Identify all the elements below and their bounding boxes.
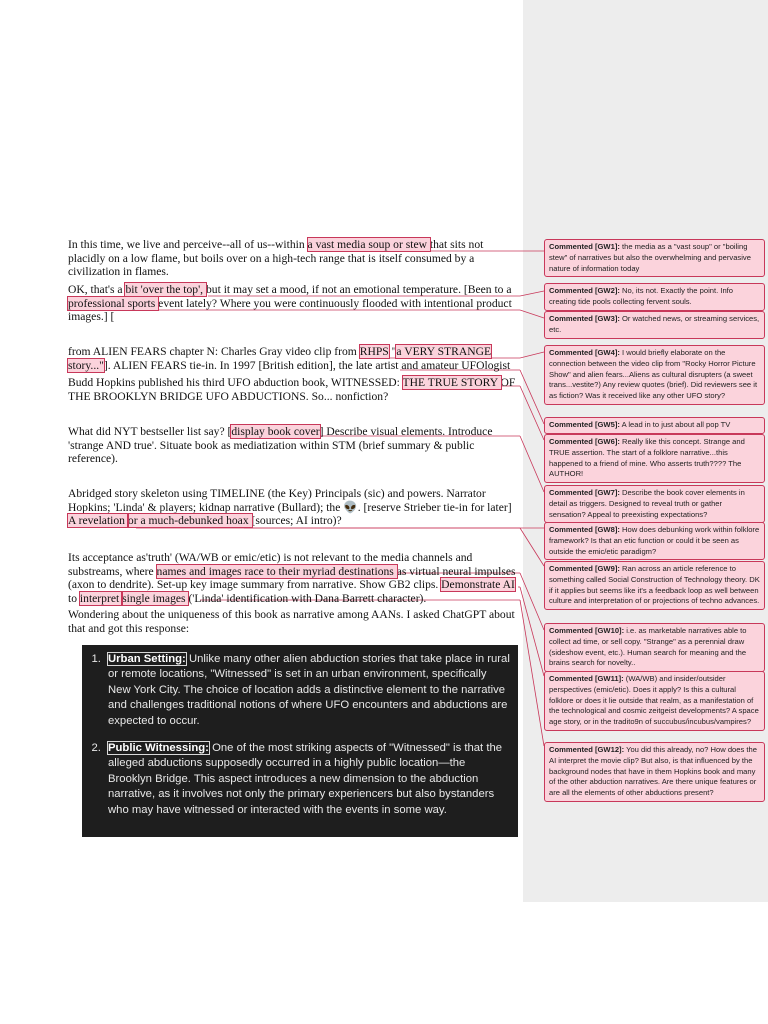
screenshot-item-text: One of the most striking aspects of "Witnessed" is that the alleged abductions supposedly occurred in a highly public location—the Brooklyn Bridge. This aspect introduces a new dimension to the abduction narrative, as it involves not only the primary experiencers but also bystanders who may have witnessed or interacted with the events in some way. <box>108 742 503 816</box>
highlight-gw1[interactable]: a vast media soup or stew <box>307 238 430 251</box>
paragraph-1 <box>68 238 520 279</box>
p1-text-a: In this time, we live and perceive--all of us--within <box>68 238 308 251</box>
comment-text: I would briefly elaborate on the connection between the video clip from "Rocky Horror Picture Show" and alien fears...Aliens as cultural disrupters (a sweet trans...vestite?) Any review quotes (brief). Did reviewers see it as fiction? Was it received like any other UFO story? <box>549 348 758 401</box>
comment-label: Commented [GW9]: <box>549 564 620 573</box>
comment-text: Or watched news, or streaming services, etc. <box>549 314 760 334</box>
comment-gw12[interactable] <box>544 742 765 802</box>
comment-text: No, its not. Exactly the point. Info creating tide pools collecting fervent souls. <box>549 286 733 306</box>
comment-label: Commented [GW8]: <box>549 525 620 534</box>
comment-text: (WA/WB) and insider/outsider perspectives (emic/etic). Does it apply? Is this a cultural folklore or does it lie outside that realm, as a manifestation of the technological and cosmic zeitgeist developments? A space age story, or in the tradito9n of succubus/incubus/vampires? <box>549 674 759 727</box>
comment-text: Really like this concept. Strange and TRUE assertion. The start of a folklore narrative...this happened to a friend of mine. Who asserts truth???? The AUTHOR! <box>549 437 745 479</box>
comment-text: i.e. as marketable narratives able to collect ad time, or sell copy. "Strange" as a perennial draw (sideshow event, etc.). Human search for meaning and the brains search for novelty.. <box>549 626 747 668</box>
alien-emoji-icon: 👽 <box>343 500 358 514</box>
comment-label: Commented [GW11]: <box>549 674 624 683</box>
highlight-gw10[interactable]: names and images race to their myriad destinations <box>156 564 397 578</box>
highlight-gw9[interactable]: or a much-debunked hoax <box>127 514 252 528</box>
paragraph-7 <box>68 551 520 605</box>
p5-text-b: ] Describe visual elements. Introduce 'strange AND true'. Situate book as mediatization within STM (brief summary & public reference). <box>68 425 493 466</box>
p7-text-b: as virtual neural impulses (axon to dendrite). Set-up key image summary from narrative. Show GB2 clips. <box>68 564 516 592</box>
comment-label: Commented [GW10]: <box>549 626 625 635</box>
comment-text: You did this already, no? How does the AI interpret the movie clip? But also, is that influenced by the background nodes that have in them Hopkins book and many of the other abduction narratives. Are there unique features or are all the elements of other abductions present? <box>549 745 757 798</box>
highlight-gw5[interactable]: a VERY STRANGE story..." <box>68 345 492 372</box>
highlight-gw12a[interactable]: interpret <box>79 591 123 605</box>
p3-text-a: from ALIEN FEARS chapter N: Charles Gray video clip from <box>68 345 360 358</box>
p2-text-c: event lately? Where you were continuously flooded with intentional product images.] [ <box>68 296 512 324</box>
highlight-gw7[interactable]: display book cover <box>231 425 320 438</box>
p4-text-b: OF THE BROOKLYN BRIDGE UFO ABDUCTIONS. So... nonfiction? <box>68 376 516 403</box>
p1-text-b: that sits not placidly on a low flame, but boils over on a high-tech range that is itself consumed by a civilization in flames. <box>68 238 484 279</box>
highlight-gw3[interactable]: professional sports <box>68 296 159 310</box>
screenshot-item-text: Unlike many other alien abduction stories that take place in rural or remote locations, "Witnessed" is set in an urban environment, specifically New York City. The choice of location adds a distinctive element to the narrative and challenges traditional notions of where UFO encounters and abductions are expected to occur. <box>108 653 510 727</box>
screenshot-item-heading: Urban Setting: <box>108 653 186 665</box>
comment-label: Commented [GW6]: <box>549 437 620 446</box>
comment-gw3[interactable] <box>544 311 765 339</box>
comment-gw2[interactable] <box>544 283 765 311</box>
chatgpt-response-screenshot <box>82 645 518 837</box>
comment-label: Commented [GW5]: <box>549 420 620 429</box>
p7-text-c: to <box>68 591 80 605</box>
comment-label: Commented [GW1]: <box>549 242 620 251</box>
comment-label: Commented [GW2]: <box>549 286 620 295</box>
paragraph-4 <box>68 376 520 403</box>
highlight-gw6[interactable]: THE TRUE STORY <box>402 376 501 389</box>
comment-label: Commented [GW12]: <box>549 745 625 754</box>
p4-text-a: Budd Hopkins published his third UFO abduction book, WITNESSED: <box>68 376 403 389</box>
p6-text-b: . [reserve Strieber tie-in for later] <box>357 500 512 514</box>
highlight-gw12b[interactable]: single images <box>122 591 189 605</box>
screenshot-list-item <box>104 741 510 818</box>
paragraph-8: Wondering about the uniqueness of this book as narrative among AANs. I asked ChatGPT about that and got this response: <box>68 608 515 635</box>
p6-text-a: Abridged story skeleton using TIMELINE (the Key) Principals (sic) and powers. Narrator Hopkins; 'Linda' & players; kidnap narrative (Bullard); the <box>68 487 486 514</box>
paragraph-3 <box>68 345 520 372</box>
paragraph-6 <box>68 487 520 528</box>
comment-text: How does debunking work within folklore framework? Is that an etic function or could it be seen as outside the emic/etic paradigm? <box>549 525 760 556</box>
p2-text-b: but it may set a mood, if not an emotional temperature. [Been to a <box>205 283 512 296</box>
comment-gw6[interactable] <box>544 434 765 483</box>
screenshot-list-item <box>104 652 510 729</box>
comment-gw4[interactable] <box>544 345 765 405</box>
comment-gw10[interactable] <box>544 623 765 672</box>
highlight-gw2[interactable]: bit 'over the top', <box>125 283 206 296</box>
paragraph-2 <box>68 283 520 324</box>
screenshot-item-heading: Public Witnessing: <box>108 742 209 755</box>
p3-text-b: " <box>388 345 397 358</box>
comment-text: A lead in to just about all pop TV <box>619 420 731 429</box>
comment-gw7[interactable] <box>544 485 765 523</box>
p5-text-a: What did NYT bestseller list say? [ <box>68 425 232 438</box>
highlight-gw8[interactable]: A revelation <box>68 514 128 528</box>
comment-gw9[interactable] <box>544 561 765 610</box>
p7-text-a: Its acceptance as'truth' (WA/WB or emic/etic) is not relevant to the media channels and substreams, where <box>68 551 473 578</box>
comment-label: Commented [GW3]: <box>549 314 620 323</box>
comment-text: the media as a "vast soup" or "boiling stew" of narratives but also the overwhelming and pervasive nature of information today <box>549 242 751 273</box>
paragraph-5 <box>68 425 520 466</box>
p6-text-c: [sources; AI intro)? <box>251 514 342 528</box>
comment-gw8[interactable] <box>544 522 765 560</box>
p7-text-d: ('Linda' identification with Dana Barrett character). <box>188 591 427 605</box>
comment-label: Commented [GW7]: <box>549 488 620 497</box>
p3-text-c: ]. ALIEN FEARS tie-in. In 1997 [British edition], the late artist and amateur UFOlogist <box>103 358 511 372</box>
comment-gw1[interactable] <box>544 239 765 277</box>
highlight-gw4[interactable]: RHPS <box>359 345 389 358</box>
comment-gw5[interactable] <box>544 417 765 434</box>
highlight-gw11[interactable]: Demonstrate AI <box>441 578 515 592</box>
comment-text: Ran across an article reference to something called Social Construction of Technology theory. DK if it applies but seems like it's a feedback loop as well between culture and interpretation of or projections of techno advances. <box>549 564 760 606</box>
comment-label: Commented [GW4]: <box>549 348 620 357</box>
comment-gw11[interactable] <box>544 671 765 731</box>
comment-text: Describe the book cover elements in detail as triggers. Designed to reveal truth or gather sensation? Appeal to preexisting expectations? <box>549 488 745 519</box>
p2-text-a: OK, that's a <box>68 283 126 296</box>
